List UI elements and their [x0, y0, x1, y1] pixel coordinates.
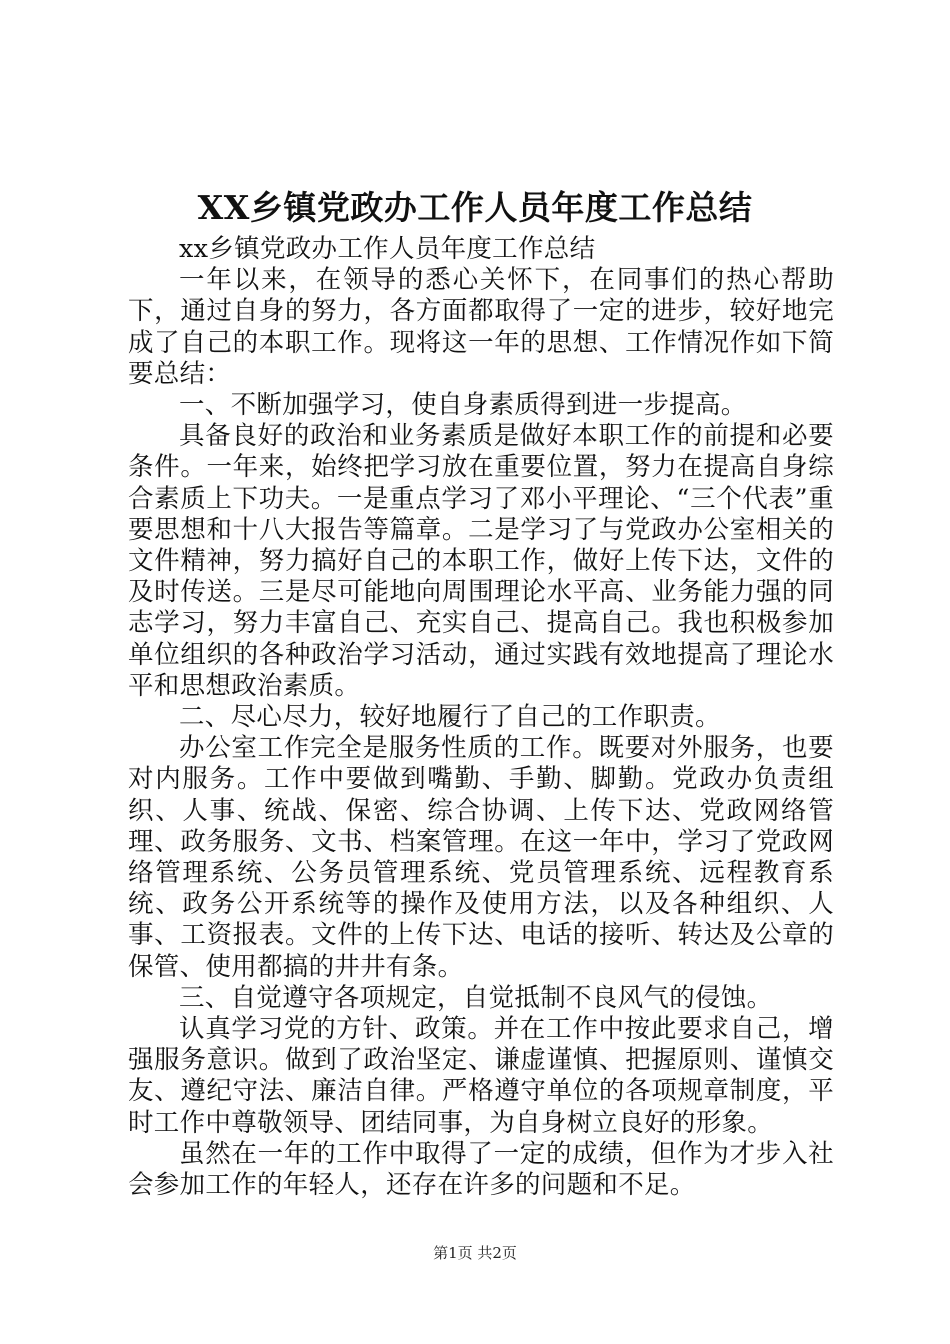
paragraph-subtitle: xx乡镇党政办工作人员年度工作总结	[179, 234, 596, 264]
section-heading-1: 一、不断加强学习，使自身素质得到进一步提高。	[179, 390, 747, 421]
paragraph-section-2: 办公室工作完全是服务性质的工作。既要对外服务，也要对内服务。工作中要做到嘴勤、手勤、脚勤。党政办负责组织、人事、统战、保密、综合协调、上传下达、党政网络管理、政务服务、文书、档案管理。在这一年中，学习了党政网络管理系统、公务员管理系统、党员管理系统、远程教育系统、政务公开系统等的操作及使用方法，以及各种组织、人事、工资报表。文件的上传下达、电话的接听、转达及公章的保管、使用都搞的井井有条。	[128, 733, 834, 982]
paragraph-intro: 一年以来，在领导的悉心关怀下，在同事们的热心帮助下，通过自身的努力，各方面都取得了一定的进步，较好地完成了自己的本职工作。现将这一年的思想、工作情况作如下简要总结：	[128, 265, 834, 389]
paragraph-section-1: 具备良好的政治和业务素质是做好本职工作的前提和必要条件。一年来，始终把学习放在重要位置，努力在提高自身综合素质上下功夫。一是重点学习了邓小平理论、“三个代表”重要思想和十八大报告等篇章。二是学习了与党政办公室相关的文件精神，努力搞好自己的本职工作，做好上传下达，文件的及时传送。三是尽可能地向周围理论水平高、业务能力强的同志学习，努力丰富自己、充实自己、提高自己。我也积极参加单位组织的各种政治学习活动，通过实践有效地提高了理论水平和思想政治素质。	[128, 421, 834, 701]
section-heading-2: 二、尽心尽力，较好地履行了自己的工作职责。	[179, 702, 721, 733]
document-body	[128, 234, 834, 1201]
document-title: XX乡镇党政办工作人员年度工作总结	[197, 188, 753, 227]
page-footer: 第1页 共2页	[433, 1244, 517, 1262]
section-heading-3: 三、自觉遵守各项规定，自觉抵制不良风气的侵蚀。	[179, 982, 773, 1013]
paragraph-section-3: 认真学习党的方针、政策。并在工作中按此要求自己，增强服务意识。做到了政治坚定、谦虚谨慎、把握原则、谨慎交友、遵纪守法、廉洁自律。严格遵守单位的各项规章制度，平时工作中尊敬领导、团结同事，为自身树立良好的形象。	[128, 1014, 834, 1138]
paragraph-conclusion: 虽然在一年的工作中取得了一定的成绩，但作为才步入社会参加工作的年轻人，还存在许多的问题和不足。	[128, 1138, 834, 1201]
